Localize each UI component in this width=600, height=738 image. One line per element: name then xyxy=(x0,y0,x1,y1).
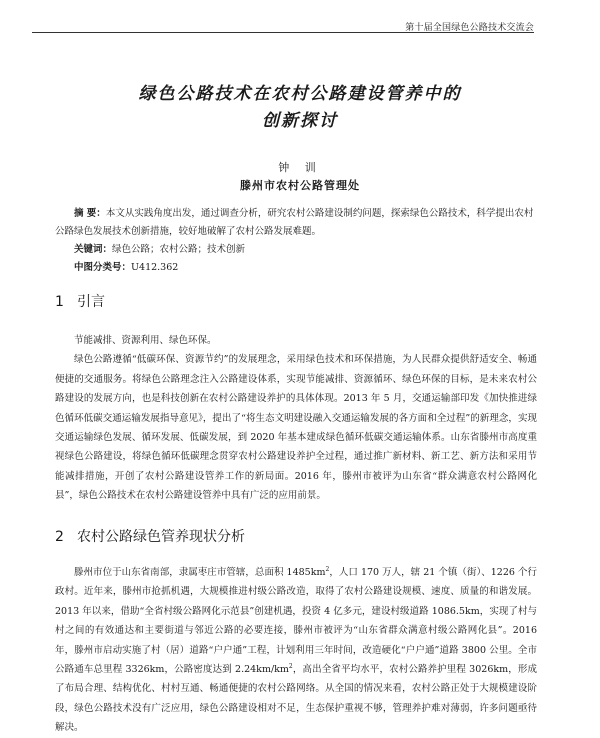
author-name: 钟 训 xyxy=(278,161,322,174)
header-rule xyxy=(32,32,534,33)
section-2-title: 农村公路绿色管养现状分析 xyxy=(77,529,245,545)
section-1-body xyxy=(55,331,537,506)
paragraph: 节能减排、资源利用、绿色环保。 xyxy=(74,335,217,346)
keywords xyxy=(55,241,535,259)
clc-text: U412.362 xyxy=(131,262,179,273)
clc-number xyxy=(55,259,535,277)
section-2-number: 2 xyxy=(55,529,64,545)
clc-label: 中图分类号： xyxy=(74,262,132,273)
section-1-title: 引言 xyxy=(77,294,105,310)
keywords-text: 绿色公路；农村公路；技术创新 xyxy=(112,244,246,255)
conference-name: 第十届全国绿色公路技术交流会 xyxy=(405,23,534,33)
paragraph: 绿色公路遵循“低碳环保、资源节约”的发展理念，采用绿色技术和环保措施，为人民群众提供舒适安全、畅通便捷的交通服务。将绿色公路理念注入公路建设体系，实现节能减排、资源循环、绿色环保的目标，是未来农村公路建设的发展方向，也是科技创新在农村公路建设养护的具体体现。2013 年 5 月，交通运输部印发《加快推进绿色循环低碳交通运输发展指导意见》，提出了“将生态文明建设融入交通运输发展的各方面和全过程”的新理念，实现交通运输绿色发展、循环发展、低碳发展，到 2020 年基本建成绿色循环低碳交通运输体系。山东省滕州市高度重视绿色公路建设，将绿色循环低碳理念贯穿农村公路建设养护全过程，通过推广新材料、新工艺、新方法和采用节能减排措施，开创了农村公路建设管养工作的新局面。2016 年，滕州市被评为山东省“群众满意农村公路网化县”，绿色公路技术在农村公路建设管养中具有广泛的应用前景。 xyxy=(55,354,537,502)
section-1-number: 1 xyxy=(55,294,64,310)
paper-title-line2: 创新探讨 xyxy=(262,111,338,131)
paragraph: 滕州市位于山东省南部，隶属枣庄市管辖，总面积 $1485km^2$，人口 170 万人，辖 21 个镇（街）、1226 个行政村。近年来，滕州市抢抓机遇，大规模推进村级公路改造，取得了农村公路建设规模、速度、质量的和谐发展。2013 年以来，借助“全省村级公路网化示范县”创建机遇，投资 4 亿多元，建设村级道路 1086.5km，实现了村与村之间的有效通达和主要街道与邻近公路的必要连接，滕州市被评为“山东省群众满意村级公路网化县”。2016 年，滕州市启动实施了村（居）道路“户户通”工程，计划利用三年时间，改造硬化“户户通”道路 3800 公里。全市公路通车总里程 3326km，公路密度达到 $2.24km/km^2$，高出全省平均水平，农村公路养护里程 3026km，形成了布局合理、结构优化、村村互通、畅通便捷的农村公路网络。从全国的情况来看，农村公路正处于大规模建设阶段，绿色公路技术没有广泛应用，绿色公路建设相对不足，生态保护重视不够，管理养护难对薄弱，许多问题亟待解决。 xyxy=(55,565,538,734)
abstract xyxy=(55,205,535,241)
section-2-body xyxy=(55,563,537,738)
page-header xyxy=(0,0,600,40)
abstract-label: 摘 要： xyxy=(74,208,106,219)
keywords-label: 关键词： xyxy=(74,244,113,255)
section-1-heading xyxy=(55,291,105,311)
paper-title-line1: 绿色公路技术在农村公路建设管养中的 xyxy=(138,84,462,104)
section-2-heading xyxy=(55,526,245,546)
abstract-text: 本文从实践角度出发，通过调查分析，研究农村公路建设制约问题，探索绿色公路技术，科学提出农村公路绿色发展技术创新措施，较好地破解了农村公路发展难题。 xyxy=(55,208,534,237)
author-affiliation: 滕州市农村公路管理处 xyxy=(240,179,360,192)
